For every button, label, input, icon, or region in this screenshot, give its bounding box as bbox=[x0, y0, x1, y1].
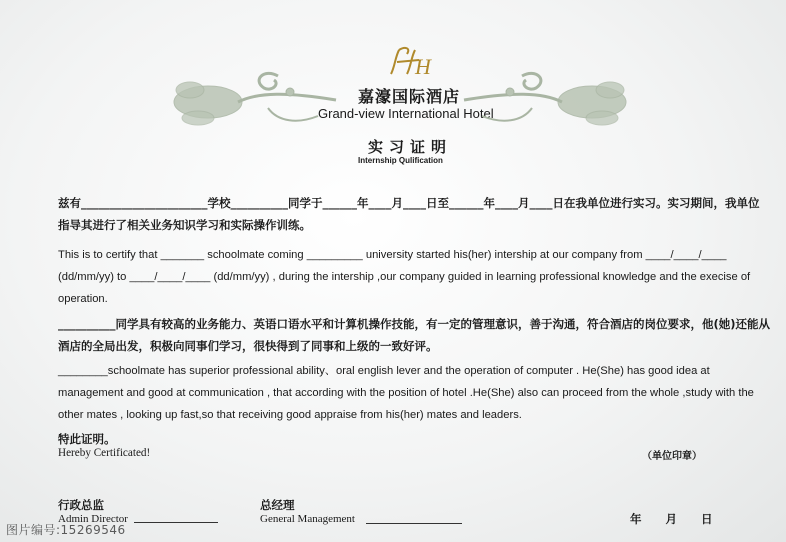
certificate-paragraph-1-chinese: 兹有______________________学校__________同学于______年____月____日至______年____月____日在我单位进行实习。实习期间，我单位指导其进行了相关业务知识学习和实际操作训练。 bbox=[58, 196, 760, 232]
general-manager-signature-line bbox=[366, 523, 462, 524]
floral-ornament-left bbox=[168, 62, 338, 138]
image-id-watermark: 图片编号:15269546 bbox=[6, 523, 126, 537]
hotel-name-english: Grand-view International Hotel bbox=[318, 106, 494, 121]
admin-director-label-english: Admin Director bbox=[58, 513, 128, 525]
hotel-name-chinese: 嘉濠国际酒店 bbox=[358, 87, 461, 106]
general-manager-label-chinese: 总经理 bbox=[260, 498, 295, 512]
certify-statement-english: Hereby Certificated! bbox=[58, 447, 151, 459]
certificate-paragraph-2-english: ________schoolmate has superior professional ability、oral english lever and the operation of computer . He(She) has good idea at management and good at communication , that according with the position of hotel .He(She) also can proceed from the whole ,study with the other mates , looking up fast,so that receiving good appraise from his(her) mates and leaders. bbox=[58, 365, 754, 421]
admin-director-signature-line bbox=[134, 522, 218, 523]
general-manager-label-english: General Management bbox=[260, 513, 355, 525]
certificate-paragraph-1-english: This is to certify that _______ schoolmate coming _________ university started his(her) intership at our company from ____/____/____ (dd/mm/yy) to ____/____/____ (dd/mm/yy) , during the intership ,our company guided in learning professional knowledge and the execise of operation. bbox=[58, 249, 751, 305]
company-seal-label: （单位印章） bbox=[642, 451, 702, 462]
floral-ornament-right bbox=[462, 62, 632, 138]
admin-director-label-chinese: 行政总监 bbox=[58, 498, 104, 512]
certificate-paragraph-2-chinese: __________同学具有较高的业务能力、英语口语水平和计算机操作技能，有一定的管理意识，善于沟通，符合酒店的岗位要求，他(她)还能从酒店的全局出发，积极向同事们学习，很快得到了同事和上级的一致好评。 bbox=[58, 317, 771, 353]
date-field: 年 月 日 bbox=[630, 512, 713, 526]
hotel-logo-monogram bbox=[385, 44, 435, 80]
certify-statement-chinese: 特此证明。 bbox=[58, 432, 116, 446]
document-title-chinese: 实习证明 bbox=[368, 138, 453, 156]
document-title-english: Internship Qulification bbox=[358, 156, 443, 165]
svg-text:H: H bbox=[415, 54, 431, 79]
